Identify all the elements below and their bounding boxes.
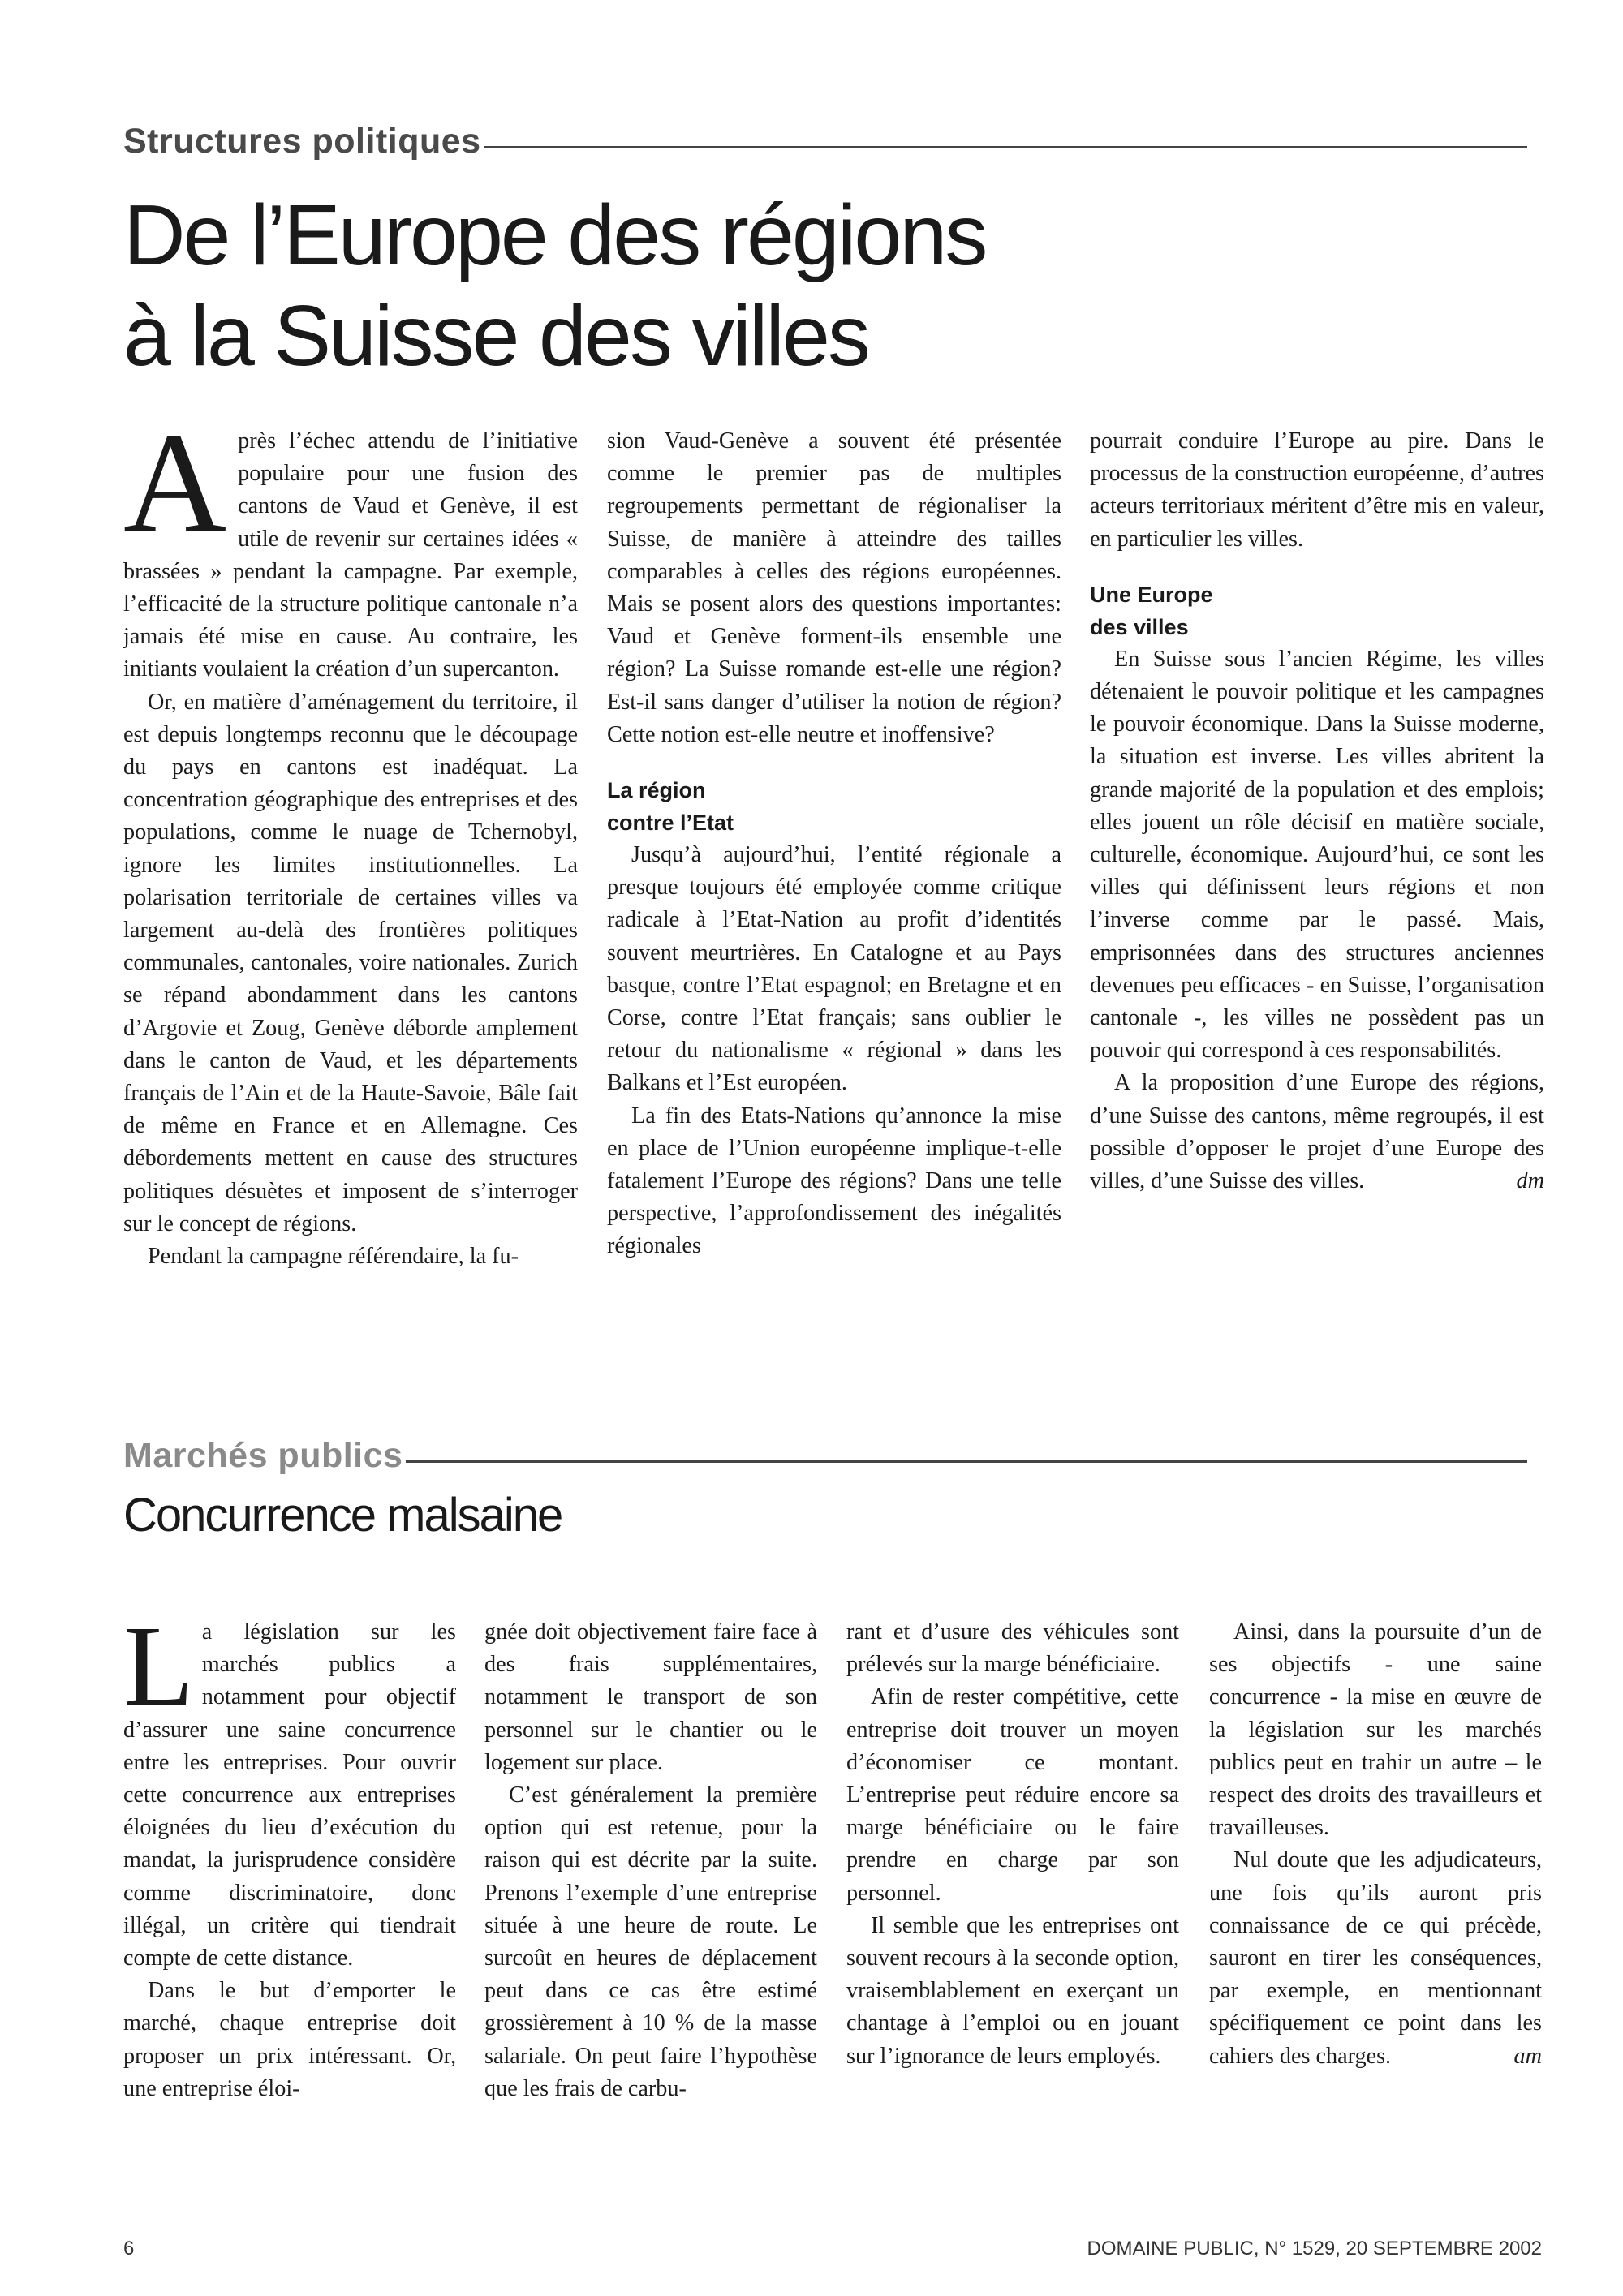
paragraph: gnée doit objectivement faire face à des frais supplémentaires, notamment le transport de son personnel sur le chantier ou le logement sur place. — [484, 1619, 817, 1775]
author-signature: dm — [1516, 1168, 1544, 1194]
headline-line-2: à la Suisse des villes — [123, 288, 868, 384]
paragraph-text: a législation sur les marchés publics a notamment pour objectif d’assurer une saine concurrence entre les entreprises. Pour ouvrir cette concurrence aux entreprises éloignées du lieu d’exécution du mandat, la jurisprudence considère comme discriminatoire, donc illégal, un critère qui tiendrait compte de cette distance. — [123, 1619, 456, 1971]
rubric-label: Marchés publics — [123, 1436, 406, 1475]
publication-info: DOMAINE PUBLIC, N° 1529, 20 SEPTEMBRE 2002 — [1087, 2238, 1542, 2259]
article-headline: Concurrence malsaine — [123, 1489, 562, 1541]
subheading — [607, 774, 1061, 839]
article-headline — [123, 185, 985, 386]
paragraph-text: A la proposition d’une Europe des régions, d’une Suisse des cantons, même regroupés, il est possible d’opposer le projet d’une Europe des villes, d’une Suisse des villes. — [1090, 1070, 1544, 1194]
paragraph — [123, 1602, 456, 1975]
subheading-line-2: contre l’Etat — [607, 810, 734, 836]
paragraph-text: Nul doute que les adjudicateurs, une fois qu’ils auront pris connaissance de ce qui précède, sauront en tirer les conséquences, par exemple, en mentionnant spécifiquement ce point dans les cahiers des charges. — [1209, 1847, 1542, 2069]
article-column-1 — [123, 1602, 456, 2105]
paragraph-text: près l’échec attendu de l’initiative populaire pour une fusion des cantons de Vaud et Genève, il est utile de revenir sur certaines idées « brassées » pendant la campagne. Par exemple, l’efficacité de la structure politique cantonale n’a jamais été mise en cause. Au contraire, les initiants voulaient la création d’un supercanton. — [123, 428, 578, 682]
article-column-3 — [846, 1616, 1179, 2073]
paragraph: Or, en matière d’aménagement du territoire, il est depuis longtemps reconnu que le découpage du pays en cantons est inadéquat. La concentration géographique des entreprises et des populations, comme le nuage de Tchernobyl, ignore les limites institutionnelles. La polarisation territoriale de certaines villes va largement au-delà des frontières politiques communales, cantonales, voire nationales. Zurich se répand abondamment dans les cantons d’Argovie et Zoug, Genève déborde amplement dans le canton de Vaud, et les départements français de l’Ain et de la Haute-Savoie, Bâle fait de même en France et en Allemagne. Ces débordements mettent en cause des structures politiques désuètes et imposent de s’interroger sur le concept de régions. — [123, 689, 578, 1236]
article-column-3 — [1090, 425, 1544, 1197]
paragraph: pourrait conduire l’Europe au pire. Dans le processus de la construction européenne, d’autres acteurs territoriaux méritent d’être mis en valeur, en particulier les villes. — [1090, 428, 1544, 552]
paragraph — [123, 404, 578, 686]
paragraph: Pendant la campagne référendaire, la fu- — [148, 1244, 519, 1270]
drop-cap: L — [123, 1602, 194, 1730]
author-signature: am — [1513, 2043, 1542, 2069]
section-rubric — [123, 114, 1527, 161]
paragraph: C’est généralement la première option qui est retenue, pour la raison qui est décrite par la suite. Prenons l’exemple d’une entreprise située à une heure de route. Le surcoût en heures de déplacement peut dans ce cas être estimé grossièrement à 10 % de la masse salariale. On peut faire l’hypothèse que les frais de carbu- — [484, 1782, 817, 2101]
paragraph: Ainsi, dans la poursuite d’un de ses objectifs - une saine concurrence - la mise en œuvre de la législation sur les marchés publics peut en trahir un autre – le respect des droits des travailleurs et travailleuses. — [1209, 1619, 1542, 1841]
article-column-4 — [1209, 1616, 1542, 2073]
article-column-2 — [607, 425, 1061, 1263]
paragraph: sion Vaud-Genève a souvent été présentée comme le premier pas de multiples regroupements permettant de régionaliser la Suisse, de manière à atteindre des tailles comparables à celles des régions européennes. Mais se posent alors des questions importantes: Vaud et Genève forment-ils ensemble une région? La Suisse romande est-elle une région? Est-il sans danger d’utiliser la notion de région? Cette notion est-elle neutre et inoffensive? — [607, 428, 1061, 747]
subheading-line-1: La région — [607, 778, 706, 803]
article-column-1 — [123, 404, 578, 1273]
paragraph: rant et d’usure des véhicules sont prélevés sur la marge bénéficiaire. — [846, 1619, 1179, 1678]
subheading — [1090, 578, 1544, 643]
page-number: 6 — [123, 2238, 135, 2259]
section-rubric — [123, 1428, 1527, 1475]
paragraph: Il semble que les entreprises ont souvent recours à la seconde option, vraisemblablement en exerçant un chantage à l’emploi ou en jouant sur l’ignorance de leurs employés. — [846, 1912, 1179, 2069]
subheading-line-2: des villes — [1090, 614, 1189, 639]
paragraph: Dans le but d’emporter le marché, chaque entreprise doit proposer un prix intéressant. Or, une entreprise éloi- — [123, 1978, 456, 2101]
headline-line-1: De l’Europe des régions — [123, 187, 986, 283]
paragraph — [1090, 1067, 1544, 1197]
paragraph: Afin de rester compétitive, cette entreprise doit trouver un moyen d’économiser ce montant. L’entreprise peut réduire encore sa marge bénéficiaire ou le faire prendre en charge par son personnel. — [846, 1684, 1179, 1906]
paragraph: La fin des Etats-Nations qu’annonce la mise en place de l’Union européenne implique-t-elle fatalement l’Europe des régions? Dans une telle perspective, l’approfondissement des inégalités régionales — [607, 1103, 1061, 1259]
paragraph: En Suisse sous l’ancien Régime, les villes détenaient le pouvoir politique et les campagnes le pouvoir économique. Dans la Suisse moderne, la situation est inverse. Les villes abritent la grande majorité de la population et des emplois; elles jouent un rôle décisif en matière sociale, culturelle, économique. Aujourd’hui, ce sont les villes qui définissent leurs régions et non l’inverse comme par le passé. Mais, emprisonnées dans des structures anciennes devenues peu efficaces - en Suisse, l’organisation cantonale -, les villes ne possèdent pas un pouvoir qui correspond à ces responsabilités. — [1090, 646, 1544, 1064]
paragraph — [1209, 1844, 1542, 2072]
paragraph: Jusqu’à aujourd’hui, l’entité régionale a presque toujours été employée comme critique radicale à l’Etat-Nation au profit d’identités souvent meurtrières. En Catalogne et au Pays basque, contre l’Etat espagnol; en Bretagne et en Corse, contre l’Etat français; sans oublier le retour du nationalisme « régional » dans les Balkans et l’Est européen. — [607, 842, 1061, 1096]
subheading-line-1: Une Europe — [1090, 582, 1213, 607]
drop-cap: A — [123, 404, 227, 562]
rubric-label: Structures politiques — [123, 122, 484, 161]
article-column-2 — [484, 1616, 817, 2105]
